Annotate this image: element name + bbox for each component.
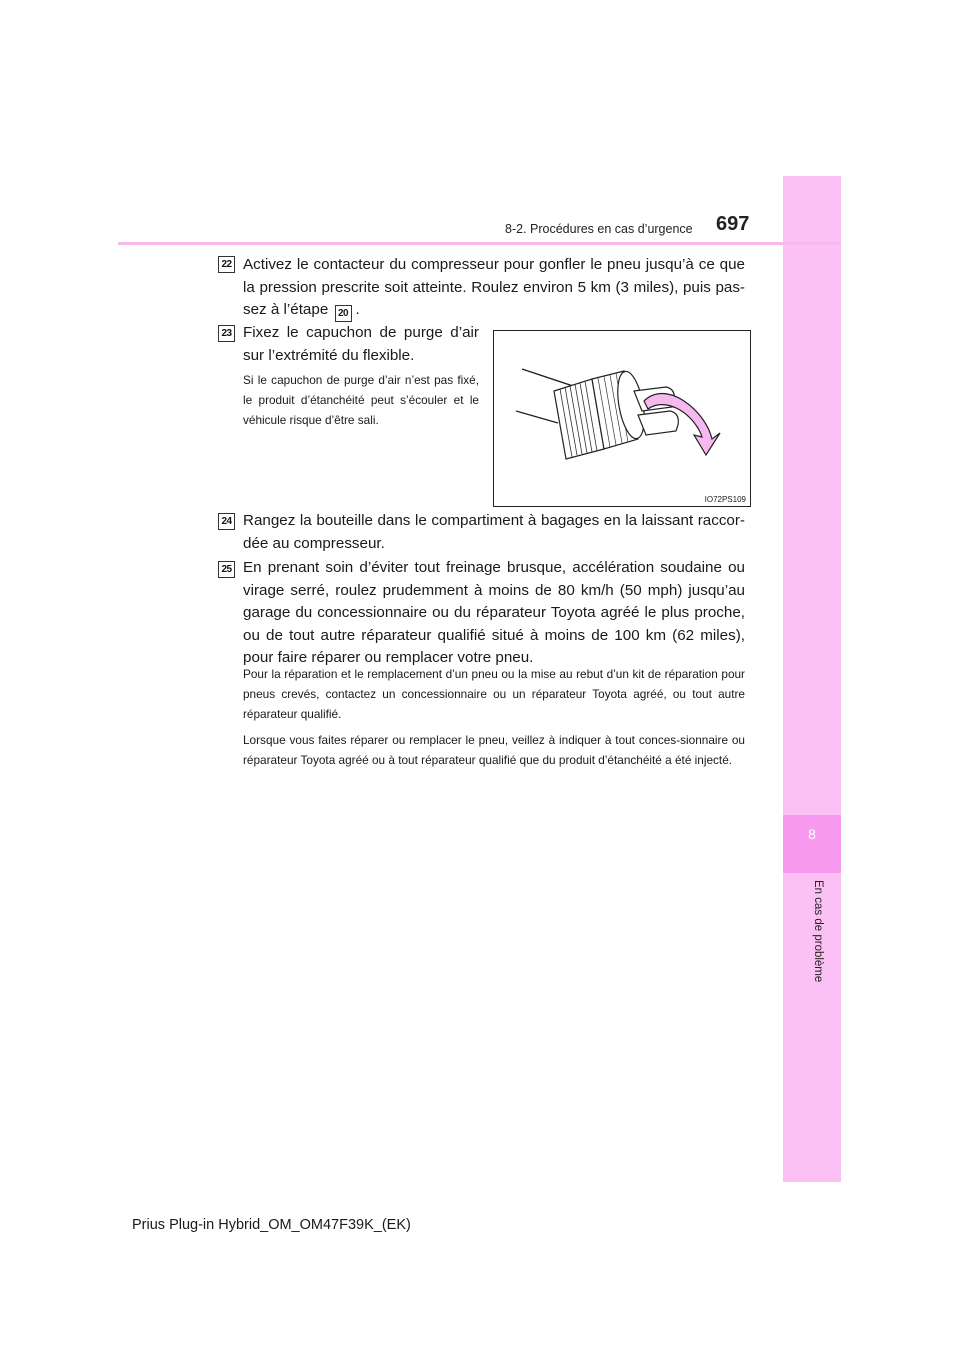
chapter-side-tab [783, 176, 841, 1182]
step-25-note-2: Lorsque vous faites réparer ou remplacer le pneu, veillez à indiquer à tout conces-sionnaire ou réparateur Toyota agréé ou à tout réparateur qualifié que du produit d’étanchéité a été injecté. [243, 733, 745, 767]
step-24-text: Rangez la bouteille dans le compartiment à bagages en la laissant raccor-dée au compresseur. [243, 512, 745, 552]
figure-code: IO72PS109 [704, 495, 746, 504]
step-25-note-1: Pour la réparation et le remplacement d’un pneu ou la mise au rebut d’un kit de réparation pour pneus crevés, contactez un concessionnaire ou un réparateur Toyota agréé, ou tout autre réparateur qualifié. [243, 667, 745, 721]
chapter-tab-active[interactable] [783, 815, 841, 873]
header-divider [118, 242, 841, 245]
hose-cap-illustration [494, 331, 750, 506]
illustration-air-bleed-cap [493, 330, 751, 507]
section-title: 8-2. Procédures en cas d’urgence [505, 222, 693, 236]
step-number-badge: 22 [218, 256, 235, 273]
step-number-badge: 23 [218, 325, 235, 342]
step-22-text-end: . [355, 301, 360, 318]
step-number-badge: 25 [218, 561, 235, 578]
step-23-note: Si le capuchon de purge d’air n’est pas fixé, le produit d’étanchéité peut s’écouler et le véhicule risque d’être sali. [243, 373, 479, 427]
step-22-text-main: Activez le contacteur du compresseur pour gonfler le pneu jusqu’à ce que la pression prescrite soit atteinte. Roulez environ 5 km (3 miles), puis pas-sez à l’étape [243, 256, 745, 318]
page-number: 697 [716, 213, 750, 235]
step-reference-badge[interactable]: 20 [335, 305, 352, 322]
footer-model-code: Prius Plug-in Hybrid_OM_OM47F39K_(EK) [132, 1217, 411, 1233]
chapter-label: En cas de problème [812, 880, 824, 983]
step-22-text [243, 254, 745, 322]
step-23-text: Fixez le capuchon de purge d’air sur l’extrémité du flexible. [243, 324, 479, 364]
step-25-text: En prenant soin d’éviter tout freinage brusque, accélération soudaine ou virage serré, roulez prudemment à moins de 80 km/h (50 mph) jusqu’au garage du concessionnaire ou du réparateur Toyota agréé le plus proche, ou de tout autre réparateur qualifié situé à moins de 100 km (62 miles), pour faire réparer ou remplacer votre pneu. [243, 559, 745, 666]
chapter-number: 8 [808, 826, 816, 842]
step-number-badge: 24 [218, 513, 235, 530]
